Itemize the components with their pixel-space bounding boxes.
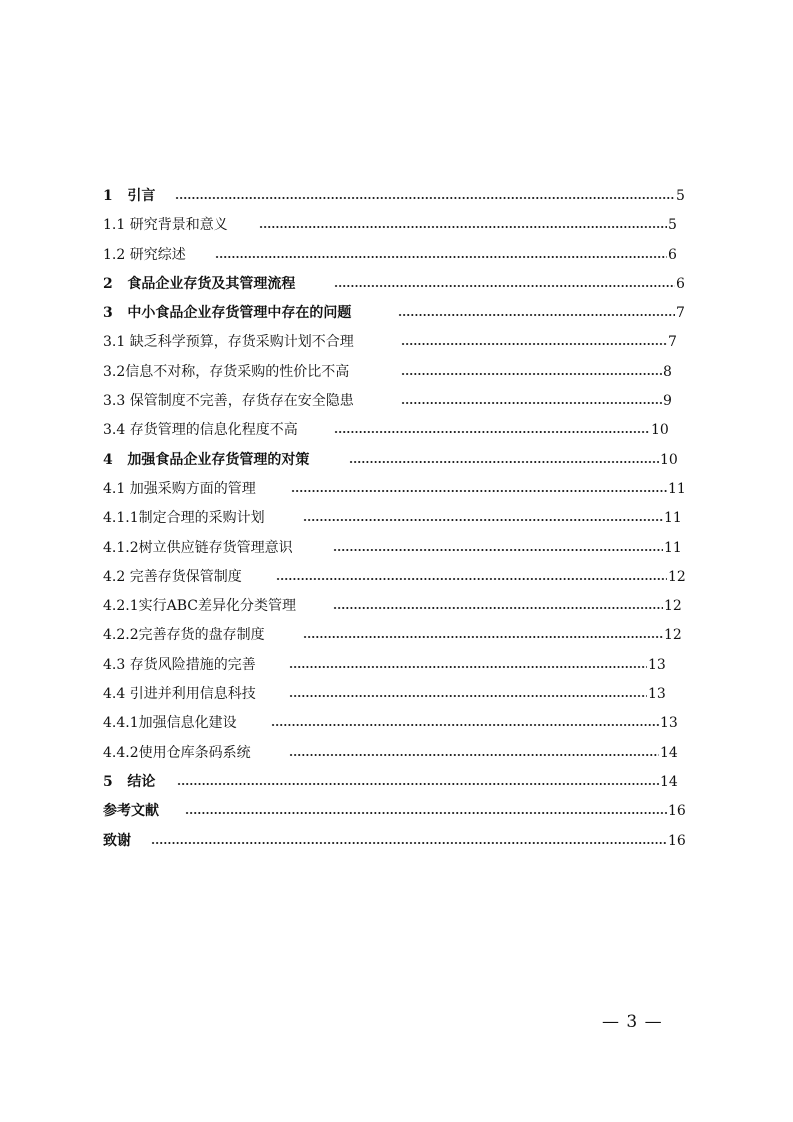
toc-entry[interactable] <box>103 797 685 826</box>
toc-entry-title: 参考文献 <box>103 803 159 820</box>
toc-entry-title: 4.1.2树立供应链存货管理意识 <box>103 539 293 556</box>
toc-entry[interactable] <box>103 709 685 738</box>
toc-dot-leader <box>177 780 659 788</box>
toc-entry-page-number: 12 <box>664 627 682 644</box>
toc-dot-leader <box>333 546 663 554</box>
toc-entry[interactable] <box>103 680 685 709</box>
toc-entry-title: 致谢 <box>103 832 131 849</box>
toc-entry[interactable] <box>103 475 685 504</box>
toc-dot-leader <box>334 428 650 436</box>
toc-entry-page-number: 5 <box>676 188 685 204</box>
toc-dot-leader <box>303 633 663 641</box>
toc-entry-page-number: 12 <box>668 568 686 585</box>
toc-entry-title: 3 中小食品企业存货管理中存在的问题 <box>103 305 352 322</box>
toc-entry-title: 3.2信息不对称，存货采购的性价比不高 <box>103 363 350 380</box>
toc-dot-leader <box>289 751 659 759</box>
toc-entry-title: 1.1 研究背景和意义 <box>103 217 228 234</box>
toc-entry-page-number: 14 <box>660 744 678 761</box>
toc-entry-page-number: 7 <box>676 305 685 322</box>
toc-entry-page-number: 13 <box>648 656 666 673</box>
toc-entry-page-number: 13 <box>660 715 678 732</box>
toc-entry-page-number: 7 <box>668 334 677 351</box>
toc-dot-leader <box>259 223 667 231</box>
toc-entry[interactable] <box>103 387 685 416</box>
toc-entry-title: 4.1 加强采购方面的管理 <box>103 480 256 497</box>
toc-entry[interactable] <box>103 446 685 475</box>
toc-entry-title: 4.3 存货风险措施的完善 <box>103 656 256 673</box>
table-of-contents <box>103 182 685 856</box>
toc-entry[interactable] <box>103 621 685 650</box>
toc-entry[interactable] <box>103 358 685 387</box>
toc-entry-page-number: 5 <box>668 217 677 234</box>
toc-entry[interactable] <box>103 651 685 680</box>
toc-entry[interactable] <box>103 328 685 357</box>
toc-entry-page-number: 11 <box>664 539 682 556</box>
toc-entry-title: 4.2 完善存货保管制度 <box>103 568 242 585</box>
toc-entry-page-number: 10 <box>651 422 669 439</box>
toc-dot-leader <box>276 575 667 583</box>
toc-entry-title: 3.3 保管制度不完善，存货存在安全隐患 <box>103 393 354 410</box>
toc-entry[interactable] <box>103 241 685 270</box>
toc-dot-leader <box>271 721 659 729</box>
toc-dot-leader <box>349 458 659 466</box>
toc-entry-title: 4.2.2完善存货的盘存制度 <box>103 627 265 644</box>
toc-entry-page-number: 11 <box>664 510 682 527</box>
toc-entry-page-number: 6 <box>676 275 685 292</box>
toc-entry[interactable] <box>103 592 685 621</box>
toc-entry[interactable] <box>103 563 685 592</box>
toc-entry-page-number: 14 <box>660 773 678 790</box>
toc-entry-title: 2 食品企业存货及其管理流程 <box>103 275 296 292</box>
toc-dot-leader <box>175 194 675 202</box>
toc-entry-title: 3.4 存货管理的信息化程度不高 <box>103 422 298 439</box>
toc-entry-title: 4.2.1实行ABC差异化分类管理 <box>103 598 296 615</box>
toc-entry-title: 1 引言 <box>103 188 156 204</box>
toc-entry-page-number: 8 <box>663 363 672 380</box>
toc-entry-title: 4.1.1制定合理的采购计划 <box>103 510 265 527</box>
toc-entry-page-number: 16 <box>668 803 686 820</box>
toc-dot-leader <box>303 516 663 524</box>
toc-entry[interactable] <box>103 211 685 240</box>
toc-entry[interactable] <box>103 416 685 445</box>
toc-entry-page-number: 10 <box>660 451 678 468</box>
toc-dot-leader <box>289 692 647 700</box>
toc-entry-title: 4.4.2使用仓库条码系统 <box>103 744 251 761</box>
toc-entry[interactable] <box>103 182 685 211</box>
toc-entry-title: 4.4.1加强信息化建设 <box>103 715 237 732</box>
toc-entry-page-number: 13 <box>648 686 666 703</box>
toc-entry[interactable] <box>103 534 685 563</box>
toc-dot-leader <box>401 340 667 348</box>
toc-entry-page-number: 6 <box>668 246 677 263</box>
toc-entry[interactable] <box>103 739 685 768</box>
toc-dot-leader <box>333 604 663 612</box>
toc-dot-leader <box>215 253 667 261</box>
toc-entry-title: 3.1 缺乏科学预算，存货采购计划不合理 <box>103 334 354 351</box>
toc-dot-leader <box>401 370 662 378</box>
toc-entry-title: 4 加强食品企业存货管理的对策 <box>103 451 310 468</box>
toc-entry[interactable] <box>103 827 685 856</box>
toc-dot-leader <box>289 663 647 671</box>
page-number: — 3 — <box>602 1012 663 1032</box>
toc-dot-leader <box>151 839 667 847</box>
toc-dot-leader <box>334 282 675 290</box>
toc-entry-page-number: 9 <box>663 393 672 410</box>
toc-dot-leader <box>398 311 675 319</box>
toc-entry-title: 1.2 研究综述 <box>103 246 186 263</box>
toc-entry[interactable] <box>103 768 685 797</box>
toc-dot-leader <box>401 399 662 407</box>
toc-entry[interactable] <box>103 270 685 299</box>
toc-entry-title: 5 结论 <box>103 773 156 790</box>
toc-entry[interactable] <box>103 504 685 533</box>
toc-entry-page-number: 12 <box>664 598 682 615</box>
toc-entry[interactable] <box>103 299 685 328</box>
toc-dot-leader <box>291 487 667 495</box>
toc-entry-title: 4.4 引进并利用信息科技 <box>103 686 256 703</box>
toc-entry-page-number: 16 <box>668 832 686 849</box>
toc-dot-leader <box>185 809 667 817</box>
toc-entry-page-number: 11 <box>668 480 686 497</box>
